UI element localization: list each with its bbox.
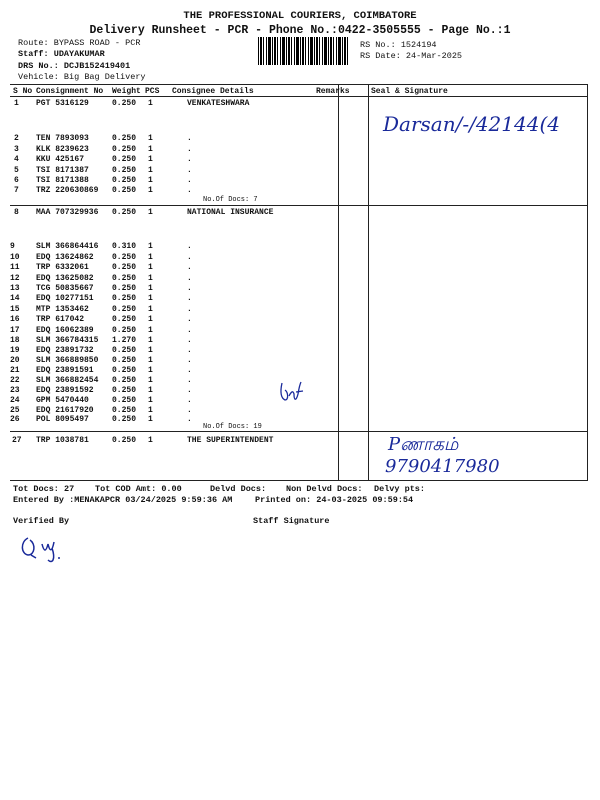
row-sno: 24 [10,396,20,405]
tot-cod-label: Tot COD Amt: [95,484,157,494]
row-consignment: KKU 425167 [36,155,85,164]
row-weight: 0.250 [112,386,137,395]
rs-date-line [360,51,462,61]
tot-docs-label: Tot Docs: [13,484,59,494]
row-sno: 5 [14,166,19,175]
row-pcs: 1 [148,99,153,108]
row-consignment: EDQ 10277151 [36,294,94,303]
row-weight: 0.250 [112,208,137,217]
rs-date-value: 24-Mar-2025 [405,51,463,61]
row-consignment: TRZ 220630869 [36,186,99,195]
row-mark: . [187,186,192,195]
handwritten-phone: 9790417980 [385,456,500,477]
row-weight: 0.250 [112,406,137,415]
row-pcs: 1 [148,415,153,424]
row-sno: 21 [10,366,20,375]
vehicle-label: Vehicle: [18,72,59,82]
rs-no-label: RS No.: [360,40,396,50]
row-weight: 0.250 [112,134,137,143]
col-header-weight: Weight [112,87,141,96]
row-mark: . [187,336,192,345]
verified-by-label: Verified By [13,516,70,526]
row-consignment: TRP 1038781 [36,436,89,445]
row-weight: 0.250 [112,415,137,424]
row-pcs: 1 [148,284,153,293]
row-mark: . [187,155,192,164]
col-header-sno: S No [13,87,33,96]
row-pcs: 1 [148,305,153,314]
row-sno: 20 [10,356,20,365]
entered-by [13,495,232,505]
entered-value: MENAKAPCR 03/24/2025 9:59:36 AM [74,495,233,505]
col-header-seal: Seal & Signature [371,87,448,96]
row-pcs: 1 [148,406,153,415]
row-mark: . [187,284,192,293]
row-consignment: MAA 707329936 [36,208,99,217]
printed-label: Printed on: [255,495,312,505]
row-sno: 12 [10,274,20,283]
row-weight: 0.250 [112,186,137,195]
rs-no-line [360,40,437,50]
row-pcs: 1 [148,253,153,262]
seal-divider [368,84,369,480]
row-pcs: 1 [148,376,153,385]
row-pcs: 1 [148,242,153,251]
row-sno: 6 [14,176,19,185]
consignee-name: NATIONAL INSURANCE [187,208,274,217]
row-sno: 11 [10,263,20,272]
row-mark: . [187,263,192,272]
row-sno: 14 [10,294,20,303]
row-mark: . [187,406,192,415]
row-consignment: TSI 8171387 [36,166,89,175]
row-mark: . [187,145,192,154]
row-mark: . [187,274,192,283]
row-weight: 1.270 [112,336,137,345]
staff-line [18,49,105,59]
row-sno: 18 [10,336,20,345]
row-mark: . [187,386,192,395]
col-header-remarks: Remarks [316,87,350,96]
row-sno: 27 [12,436,22,445]
row-sno: 1 [14,99,19,108]
row-sno: 8 [14,208,19,217]
handwritten-name: Pணாகம் [388,434,459,455]
row-pcs: 1 [148,134,153,143]
delivery-points: Delvy pts: [374,484,426,494]
row-mark: . [187,253,192,262]
row-sno: 16 [10,315,20,324]
route-label: Route: [18,38,49,48]
row-weight: 0.250 [112,356,137,365]
row-pcs: 1 [148,274,153,283]
row-consignment: TEN 7893093 [36,134,89,143]
row-sno: 23 [10,386,20,395]
row-consignment: EDQ 23891591 [36,366,94,375]
group-divider [10,431,588,432]
row-consignment: EDQ 13624862 [36,253,94,262]
row-sno: 3 [14,145,19,154]
row-weight: 0.250 [112,253,137,262]
barcode [258,37,350,65]
tot-cod-value: 0.00 [161,484,182,494]
row-pcs: 1 [148,166,153,175]
total-docs [13,484,74,494]
staff-signature-label: Staff Signature [253,516,330,526]
drs-value: DCJB152419401 [63,61,131,71]
remarks-divider [338,84,339,480]
row-mark: . [187,242,192,251]
non-delivered-docs: Non Delvd Docs: [286,484,363,494]
row-consignment: MTP 1353462 [36,305,89,314]
staff-value: UDAYAKUMAR [53,49,105,59]
row-pcs: 1 [148,326,153,335]
docs-count: No.Of Docs: 19 [203,423,262,431]
docs-count: No.Of Docs: 7 [203,196,258,204]
row-weight: 0.310 [112,242,137,251]
row-mark: . [187,415,192,424]
row-sno: 22 [10,376,20,385]
row-pcs: 1 [148,386,153,395]
row-sno: 2 [14,134,19,143]
row-consignment: SLM 366784315 [36,336,99,345]
row-mark: . [187,305,192,314]
consignee-name: THE SUPERINTENDENT [187,436,274,445]
row-consignment: GPM 5470440 [36,396,89,405]
col-header-consignee: Consignee Details [172,87,254,96]
row-weight: 0.250 [112,436,137,445]
table-bottom-rule [10,480,588,481]
row-sno: 4 [14,155,19,164]
row-consignment: TRP 6332061 [36,263,89,272]
row-sno: 17 [10,326,20,335]
consignee-name: VENKATESHWARA [187,99,250,108]
entered-label: Entered By : [13,495,75,505]
col-header-pcs: PCS [145,87,160,96]
row-pcs: 1 [148,336,153,345]
runsheet-title: Delivery Runsheet - PCR - Phone No.:0422-3505555 - Page No.:1 [89,24,511,37]
header-bottom-rule [10,96,588,97]
row-pcs: 1 [148,315,153,324]
printed-on [255,495,413,505]
col-header-consignment: Consignment No [36,87,104,96]
row-pcs: 1 [148,263,153,272]
drs-line [18,61,130,71]
row-pcs: 1 [148,436,153,445]
row-consignment: EDQ 21617920 [36,406,94,415]
row-weight: 0.250 [112,346,137,355]
row-pcs: 1 [148,176,153,185]
row-weight: 0.250 [112,176,137,185]
tot-docs-value: 27 [64,484,75,494]
delivered-docs: Delvd Docs: [210,484,267,494]
row-mark: . [187,294,192,303]
row-mark: . [187,326,192,335]
handwritten-initials [276,378,306,408]
row-weight: 0.250 [112,166,137,175]
row-pcs: 1 [148,155,153,164]
row-mark: . [187,376,192,385]
row-consignment: EDQ 23891592 [36,386,94,395]
row-weight: 0.250 [112,99,137,108]
staff-label: Staff: [18,49,49,59]
row-weight: 0.250 [112,396,137,405]
row-mark: . [187,356,192,365]
row-sno: 19 [10,346,20,355]
group-divider [10,205,588,206]
row-consignment: POL 8095497 [36,415,89,424]
row-consignment: EDQ 13625082 [36,274,94,283]
row-weight: 0.250 [112,376,137,385]
drs-label: DRS No.: [18,61,59,71]
row-weight: 0.250 [112,305,137,314]
handwritten-signature-1: Darsan/-/42144(4 [383,112,560,136]
row-consignment: SLM 366864416 [36,242,99,251]
row-sno: 25 [10,406,20,415]
row-weight: 0.250 [112,315,137,324]
row-mark: . [187,346,192,355]
row-sno: 9 [10,242,15,251]
row-consignment: TRP 617042 [36,315,85,324]
row-mark: . [187,134,192,143]
right-border [587,84,588,480]
row-weight: 0.250 [112,366,137,375]
row-consignment: SLM 366882454 [36,376,99,385]
row-weight: 0.250 [112,294,137,303]
row-pcs: 1 [148,346,153,355]
row-weight: 0.250 [112,263,137,272]
row-weight: 0.250 [112,155,137,164]
row-consignment: TSI 8171388 [36,176,89,185]
route-line [18,38,140,48]
row-consignment: EDQ 23891732 [36,346,94,355]
row-pcs: 1 [148,208,153,217]
row-mark: . [187,166,192,175]
rs-date-label: RS Date: [360,51,401,61]
table-top-rule [10,84,588,85]
total-cod [95,484,182,494]
row-pcs: 1 [148,145,153,154]
vehicle-line [18,72,146,82]
row-sno: 13 [10,284,20,293]
row-mark: . [187,396,192,405]
row-sno: 10 [10,253,20,262]
row-mark: . [187,366,192,375]
row-weight: 0.250 [112,274,137,283]
row-consignment: EDQ 16062389 [36,326,94,335]
row-pcs: 1 [148,356,153,365]
row-weight: 0.250 [112,284,137,293]
row-consignment: SLM 366889850 [36,356,99,365]
row-pcs: 1 [148,186,153,195]
company-name: THE PROFESSIONAL COURIERS, COIMBATORE [183,10,417,22]
route-value: BYPASS ROAD - PCR [53,38,141,48]
row-weight: 0.250 [112,145,137,154]
row-pcs: 1 [148,366,153,375]
row-consignment: KLK 8239623 [36,145,89,154]
row-pcs: 1 [148,396,153,405]
verifier-signature [18,530,88,564]
row-pcs: 1 [148,294,153,303]
row-mark: . [187,176,192,185]
row-sno: 15 [10,305,20,314]
row-consignment: PGT 5316129 [36,99,89,108]
row-sno: 26 [10,415,20,424]
row-consignment: TCG 50835667 [36,284,94,293]
printed-value: 24-03-2025 09:59:54 [316,495,414,505]
vehicle-value: Big Bag Delivery [63,72,146,82]
row-weight: 0.250 [112,326,137,335]
rs-no-value: 1524194 [400,40,437,50]
row-mark: . [187,315,192,324]
row-sno: 7 [14,186,19,195]
